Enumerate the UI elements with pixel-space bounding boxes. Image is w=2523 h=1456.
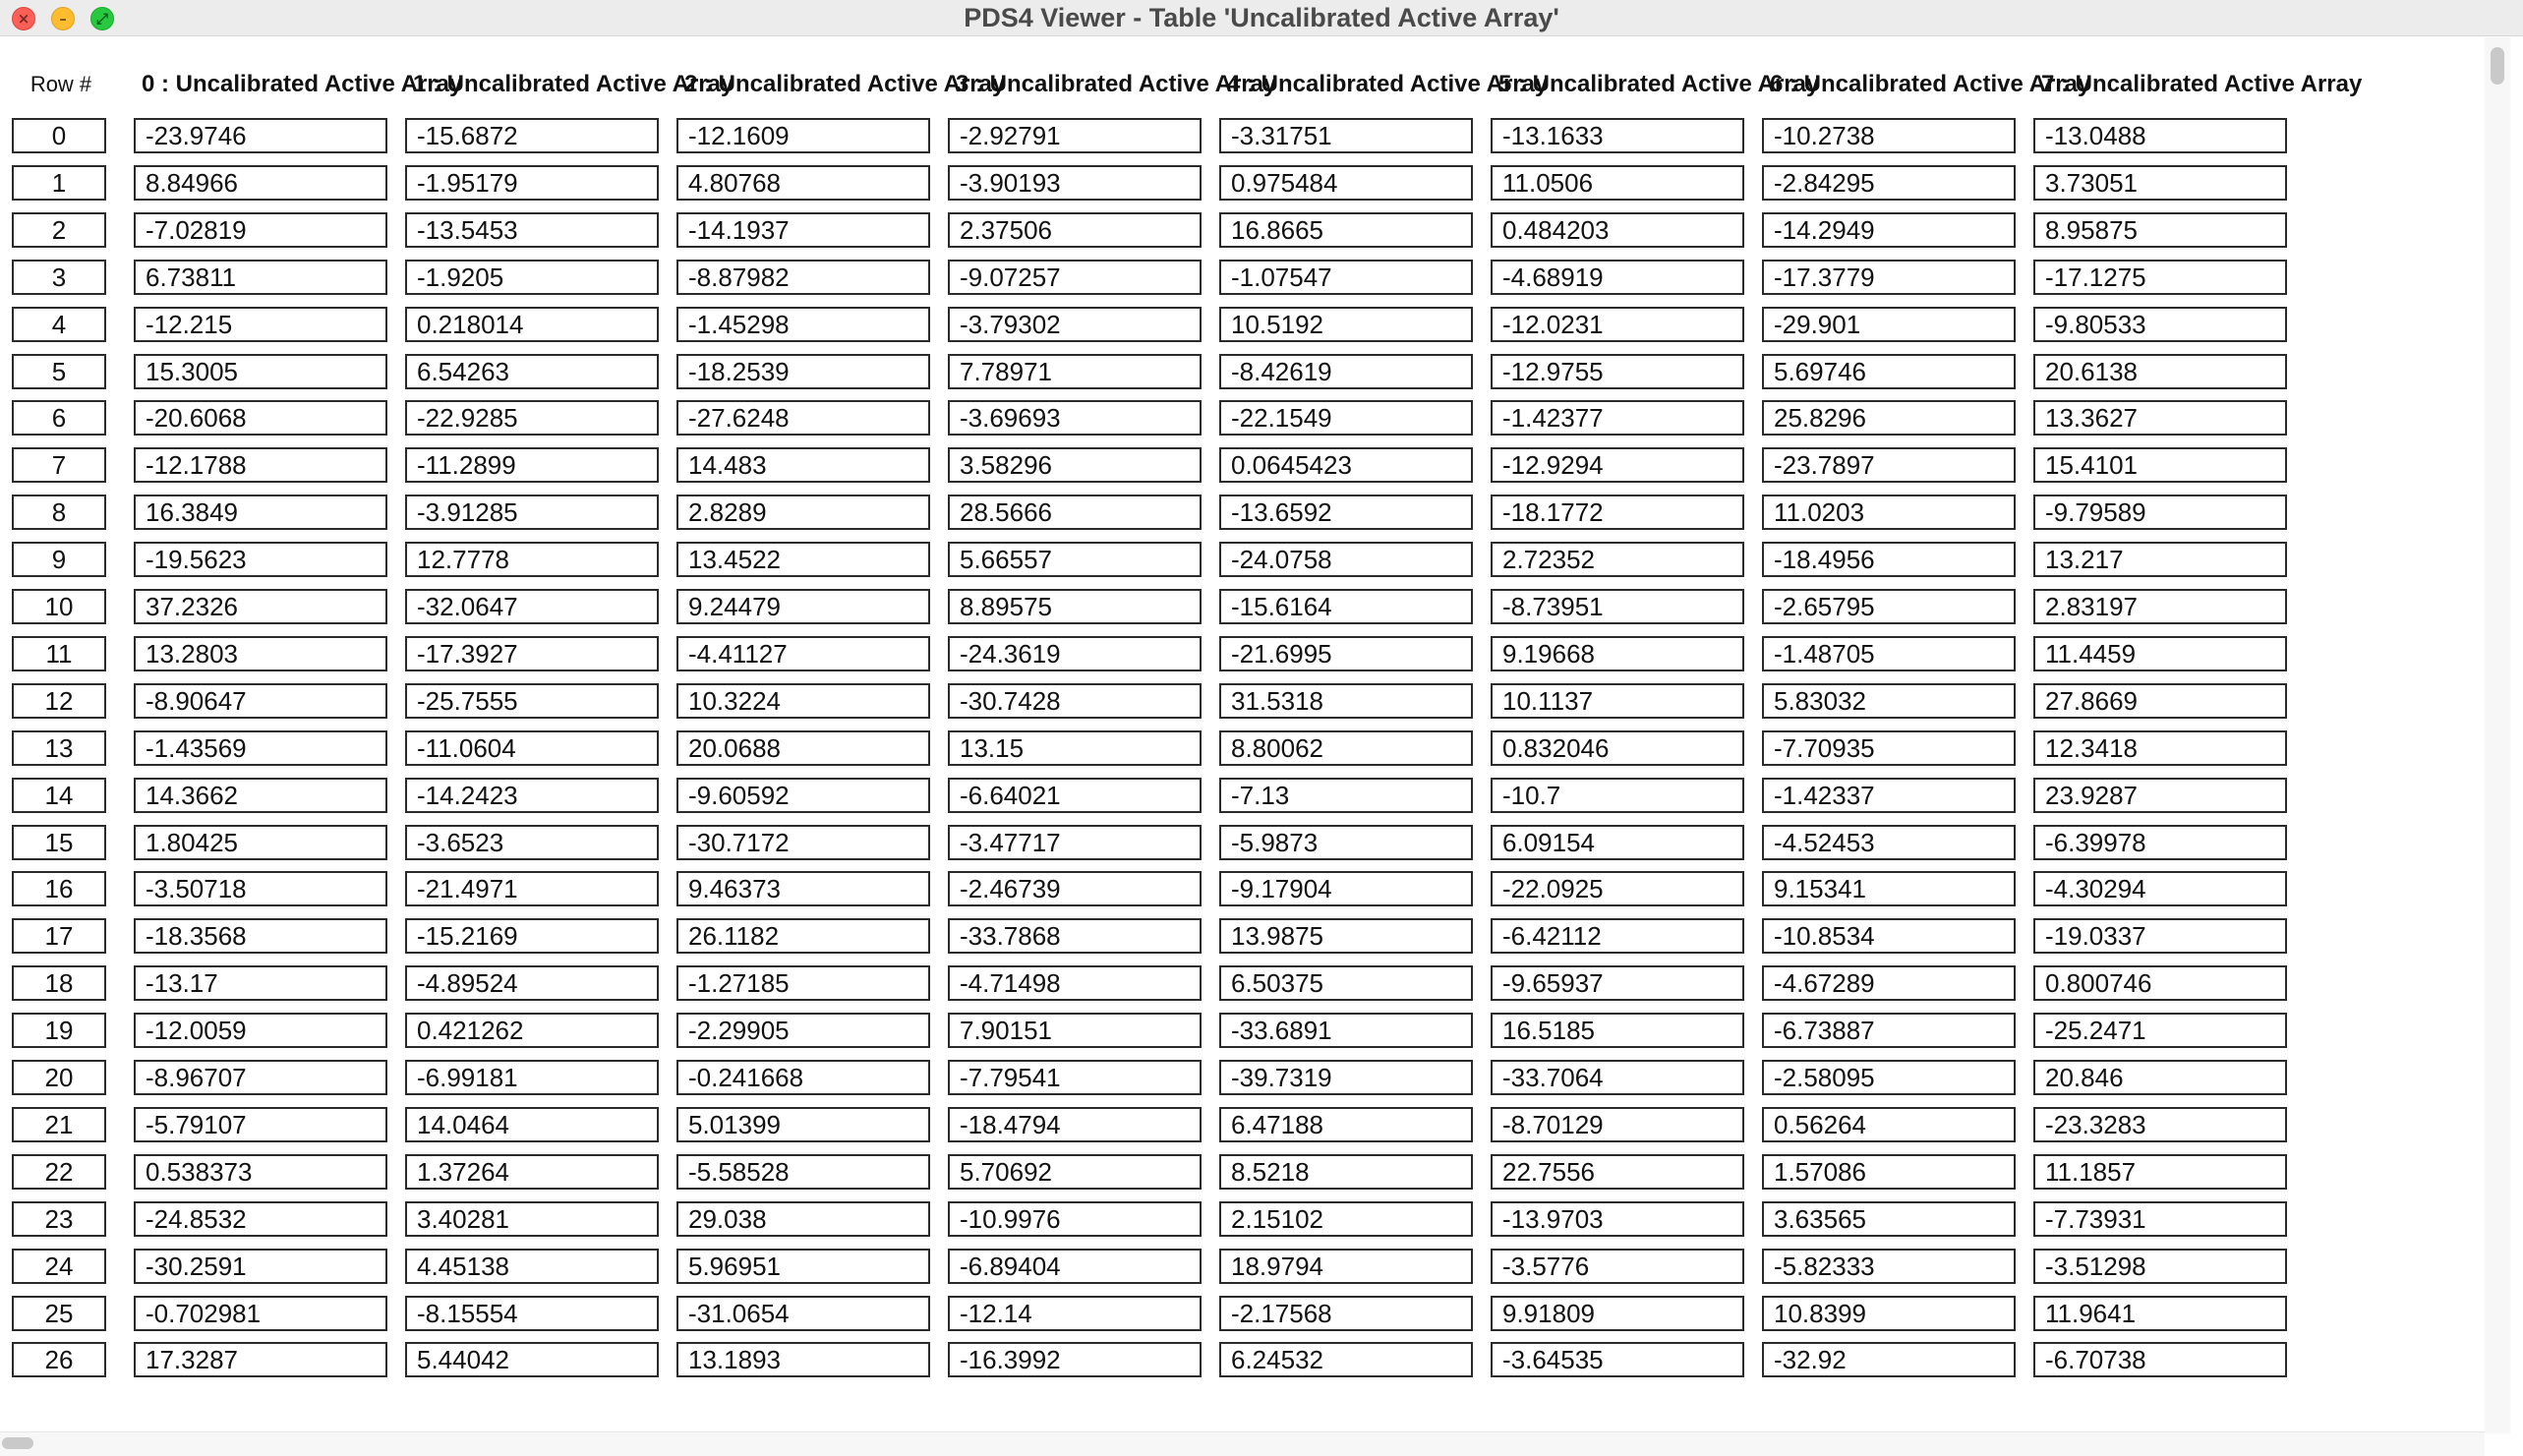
- table-cell[interactable]: 7.90151: [948, 1013, 1202, 1048]
- table-cell[interactable]: 0.832046: [1491, 730, 1744, 766]
- table-cell[interactable]: -12.14: [948, 1296, 1202, 1331]
- table-cell[interactable]: -4.71498: [948, 965, 1202, 1001]
- table-cell[interactable]: 11.4459: [2033, 636, 2287, 671]
- table-cell[interactable]: -23.7897: [1762, 447, 2016, 483]
- table-cell[interactable]: 8.80062: [1219, 730, 1473, 766]
- table-cell[interactable]: -18.4794: [948, 1107, 1202, 1142]
- table-cell[interactable]: 3.63565: [1762, 1201, 2016, 1237]
- table-cell[interactable]: 28.5666: [948, 495, 1202, 530]
- table-cell[interactable]: -2.46739: [948, 871, 1202, 906]
- table-cell[interactable]: 15.3005: [134, 354, 387, 389]
- table-cell[interactable]: -18.4956: [1762, 542, 2016, 577]
- row-number: 20: [12, 1060, 106, 1095]
- table-cell[interactable]: -12.9755: [1491, 354, 1744, 389]
- table-cell[interactable]: -4.89524: [405, 965, 659, 1001]
- table-cell[interactable]: 2.37506: [948, 212, 1202, 248]
- table-cell[interactable]: -1.95179: [405, 165, 659, 201]
- row-number: 8: [12, 495, 106, 530]
- column-header[interactable]: 5 : Uncalibrated Active Array: [1498, 71, 1820, 97]
- table-cell[interactable]: 29.038: [676, 1201, 930, 1237]
- table-cell[interactable]: -9.60592: [676, 778, 930, 813]
- table-cell[interactable]: -12.0059: [134, 1013, 387, 1048]
- table-cell[interactable]: -30.2591: [134, 1249, 387, 1284]
- table-cell[interactable]: -6.89404: [948, 1249, 1202, 1284]
- horizontal-scrollbar[interactable]: [0, 1431, 2485, 1456]
- table-cell[interactable]: -2.29905: [676, 1013, 930, 1048]
- table-cell[interactable]: -4.68919: [1491, 260, 1744, 295]
- table-cell[interactable]: -1.45298: [676, 307, 930, 342]
- table-cell[interactable]: 0.421262: [405, 1013, 659, 1048]
- column-header[interactable]: 0 : Uncalibrated Active Array: [142, 71, 463, 97]
- table-cell[interactable]: -13.5453: [405, 212, 659, 248]
- table-cell[interactable]: 14.3662: [134, 778, 387, 813]
- row-number-header: Row #: [29, 72, 92, 96]
- table-cell[interactable]: -23.3283: [2033, 1107, 2287, 1142]
- table-cell[interactable]: -25.2471: [2033, 1013, 2287, 1048]
- row-number: 6: [12, 400, 106, 436]
- table-cell[interactable]: -22.1549: [1219, 400, 1473, 436]
- table-cell[interactable]: -13.9703: [1491, 1201, 1744, 1237]
- table-cell[interactable]: -3.90193: [948, 165, 1202, 201]
- table-cell[interactable]: 14.0464: [405, 1107, 659, 1142]
- table-cell[interactable]: 16.5185: [1491, 1013, 1744, 1048]
- window-title: PDS4 Viewer - Table 'Uncalibrated Active Array': [964, 3, 1559, 32]
- row-number: 21: [12, 1107, 106, 1142]
- column-header[interactable]: 2 : Uncalibrated Active Array: [684, 71, 1006, 97]
- table-cell[interactable]: -30.7172: [676, 825, 930, 860]
- table-cell[interactable]: 9.46373: [676, 871, 930, 906]
- table-cell[interactable]: 5.44042: [405, 1342, 659, 1377]
- table-cell[interactable]: -18.2539: [676, 354, 930, 389]
- row-number: 0: [12, 118, 106, 153]
- table-cell[interactable]: -2.84295: [1762, 165, 2016, 201]
- table-cell[interactable]: -12.0231: [1491, 307, 1744, 342]
- table-cell[interactable]: -17.3779: [1762, 260, 2016, 295]
- table-cell[interactable]: -10.7: [1491, 778, 1744, 813]
- table-cell[interactable]: 1.57086: [1762, 1154, 2016, 1190]
- table-cell[interactable]: -6.42112: [1491, 918, 1744, 954]
- row-number: 2: [12, 212, 106, 248]
- table-cell[interactable]: 6.73811: [134, 260, 387, 295]
- table-cell[interactable]: 13.9875: [1219, 918, 1473, 954]
- table-cell[interactable]: -1.42377: [1491, 400, 1744, 436]
- table-cell[interactable]: -3.79302: [948, 307, 1202, 342]
- table-cell[interactable]: -8.73951: [1491, 589, 1744, 624]
- table-cell[interactable]: -1.27185: [676, 965, 930, 1001]
- table-cell[interactable]: 14.483: [676, 447, 930, 483]
- row-number: 1: [12, 165, 106, 201]
- table-cell[interactable]: -9.79589: [2033, 495, 2287, 530]
- table-cell[interactable]: -8.70129: [1491, 1107, 1744, 1142]
- table-cell[interactable]: -24.3619: [948, 636, 1202, 671]
- table-cell[interactable]: 2.8289: [676, 495, 930, 530]
- table-cell[interactable]: 12.3418: [2033, 730, 2287, 766]
- table-cell[interactable]: 11.0203: [1762, 495, 2016, 530]
- table-cell[interactable]: 6.47188: [1219, 1107, 1473, 1142]
- table-cell[interactable]: -21.6995: [1219, 636, 1473, 671]
- table-cell[interactable]: 8.89575: [948, 589, 1202, 624]
- table-cell[interactable]: -3.91285: [405, 495, 659, 530]
- table-cell[interactable]: -8.87982: [676, 260, 930, 295]
- table-cell[interactable]: -0.702981: [134, 1296, 387, 1331]
- row-number: 18: [12, 965, 106, 1001]
- table-cell[interactable]: 13.15: [948, 730, 1202, 766]
- table-cell[interactable]: -13.1633: [1491, 118, 1744, 153]
- row-number: 22: [12, 1154, 106, 1190]
- table-cell[interactable]: -20.6068: [134, 400, 387, 436]
- table-cell[interactable]: -19.0337: [2033, 918, 2287, 954]
- table-cell[interactable]: 2.15102: [1219, 1201, 1473, 1237]
- table-cell[interactable]: -5.79107: [134, 1107, 387, 1142]
- table-cell[interactable]: -3.6523: [405, 825, 659, 860]
- table-cell[interactable]: -4.41127: [676, 636, 930, 671]
- table-cell[interactable]: -5.58528: [676, 1154, 930, 1190]
- table-cell[interactable]: -10.2738: [1762, 118, 2016, 153]
- table-cell[interactable]: 8.84966: [134, 165, 387, 201]
- table-cell[interactable]: 3.73051: [2033, 165, 2287, 201]
- table-cell[interactable]: -3.31751: [1219, 118, 1473, 153]
- table-cell[interactable]: 23.9287: [2033, 778, 2287, 813]
- table-cell[interactable]: -3.5776: [1491, 1249, 1744, 1284]
- close-icon: ×: [17, 10, 30, 28]
- table-cell[interactable]: -0.241668: [676, 1060, 930, 1095]
- table-cell[interactable]: 0.56264: [1762, 1107, 2016, 1142]
- table-cell[interactable]: -6.70738: [2033, 1342, 2287, 1377]
- table-cell[interactable]: 20.0688: [676, 730, 930, 766]
- table-cell[interactable]: -1.42337: [1762, 778, 2016, 813]
- table-cell[interactable]: 9.91809: [1491, 1296, 1744, 1331]
- table-cell[interactable]: 31.5318: [1219, 683, 1473, 719]
- table-cell[interactable]: 0.538373: [134, 1154, 387, 1190]
- table-cell[interactable]: -32.0647: [405, 589, 659, 624]
- table-cell[interactable]: -12.1609: [676, 118, 930, 153]
- table-cell[interactable]: -4.30294: [2033, 871, 2287, 906]
- table-cell[interactable]: 6.50375: [1219, 965, 1473, 1001]
- table-cell[interactable]: -1.9205: [405, 260, 659, 295]
- table-cell[interactable]: -21.4971: [405, 871, 659, 906]
- table-cell[interactable]: 5.83032: [1762, 683, 2016, 719]
- table-cell[interactable]: -25.7555: [405, 683, 659, 719]
- column-header[interactable]: 1 : Uncalibrated Active Array: [413, 71, 734, 97]
- table-cell[interactable]: -19.5623: [134, 542, 387, 577]
- table-cell[interactable]: -13.0488: [2033, 118, 2287, 153]
- row-number: 26: [12, 1342, 106, 1377]
- table-cell[interactable]: -3.50718: [134, 871, 387, 906]
- table-cell[interactable]: 26.1182: [676, 918, 930, 954]
- table-cell[interactable]: -3.64535: [1491, 1342, 1744, 1377]
- table-cell[interactable]: 6.54263: [405, 354, 659, 389]
- table-cell[interactable]: -9.65937: [1491, 965, 1744, 1001]
- table-cell[interactable]: -24.8532: [134, 1201, 387, 1237]
- table-cell[interactable]: -7.73931: [2033, 1201, 2287, 1237]
- table-cell[interactable]: -15.2169: [405, 918, 659, 954]
- table-cell[interactable]: -13.6592: [1219, 495, 1473, 530]
- column-header[interactable]: 7 : Uncalibrated Active Array: [2041, 71, 2363, 97]
- row-number: 13: [12, 730, 106, 766]
- row-number: 25: [12, 1296, 106, 1331]
- maximize-icon: ⤢: [95, 10, 108, 28]
- table-cell[interactable]: 16.3849: [134, 495, 387, 530]
- table-cell[interactable]: 7.78971: [948, 354, 1202, 389]
- table-cell[interactable]: -7.70935: [1762, 730, 2016, 766]
- table-cell[interactable]: 13.4522: [676, 542, 930, 577]
- row-number: 10: [12, 589, 106, 624]
- table-cell[interactable]: -8.42619: [1219, 354, 1473, 389]
- table-cell[interactable]: 17.3287: [134, 1342, 387, 1377]
- table-cell[interactable]: -6.39978: [2033, 825, 2287, 860]
- table-cell[interactable]: 11.0506: [1491, 165, 1744, 201]
- table-cell[interactable]: -16.3992: [948, 1342, 1202, 1377]
- table-cell[interactable]: -3.47717: [948, 825, 1202, 860]
- table-cell[interactable]: -6.99181: [405, 1060, 659, 1095]
- table-cell[interactable]: 13.3627: [2033, 400, 2287, 436]
- minimize-icon: –: [59, 10, 67, 28]
- table-cell[interactable]: -8.90647: [134, 683, 387, 719]
- table-cell[interactable]: -9.07257: [948, 260, 1202, 295]
- table-cell[interactable]: -22.0925: [1491, 871, 1744, 906]
- table-cell[interactable]: 13.1893: [676, 1342, 930, 1377]
- table-cell[interactable]: -11.2899: [405, 447, 659, 483]
- table-cell[interactable]: -11.0604: [405, 730, 659, 766]
- column-header[interactable]: 6 : Uncalibrated Active Array: [1770, 71, 2091, 97]
- column-header[interactable]: 4 : Uncalibrated Active Array: [1227, 71, 1549, 97]
- table-cell[interactable]: -39.7319: [1219, 1060, 1473, 1095]
- row-number: 12: [12, 683, 106, 719]
- table-cell[interactable]: -8.96707: [134, 1060, 387, 1095]
- table-cell[interactable]: -17.1275: [2033, 260, 2287, 295]
- row-number: 24: [12, 1249, 106, 1284]
- table-cell[interactable]: -14.2949: [1762, 212, 2016, 248]
- table-cell[interactable]: 37.2326: [134, 589, 387, 624]
- table-cell[interactable]: 6.09154: [1491, 825, 1744, 860]
- table-cell[interactable]: 0.975484: [1219, 165, 1473, 201]
- table-cell[interactable]: 8.95875: [2033, 212, 2287, 248]
- table-cell[interactable]: -27.6248: [676, 400, 930, 436]
- table-cell[interactable]: -7.13: [1219, 778, 1473, 813]
- row-number: 23: [12, 1201, 106, 1237]
- table-cell[interactable]: -6.64021: [948, 778, 1202, 813]
- row-number: 17: [12, 918, 106, 954]
- table-cell[interactable]: -9.17904: [1219, 871, 1473, 906]
- table-cell[interactable]: -3.69693: [948, 400, 1202, 436]
- table-cell[interactable]: -23.9746: [134, 118, 387, 153]
- table-cell[interactable]: -31.0654: [676, 1296, 930, 1331]
- table-cell[interactable]: -12.9294: [1491, 447, 1744, 483]
- table-cell[interactable]: 3.40281: [405, 1201, 659, 1237]
- table-cell[interactable]: -14.1937: [676, 212, 930, 248]
- table-cell[interactable]: -7.79541: [948, 1060, 1202, 1095]
- table-cell[interactable]: 1.80425: [134, 825, 387, 860]
- row-number: 15: [12, 825, 106, 860]
- table-cell[interactable]: -4.52453: [1762, 825, 2016, 860]
- table-cell[interactable]: 15.4101: [2033, 447, 2287, 483]
- table-cell[interactable]: 10.3224: [676, 683, 930, 719]
- table-cell[interactable]: 18.9794: [1219, 1249, 1473, 1284]
- table-cell[interactable]: 25.8296: [1762, 400, 2016, 436]
- table-cell[interactable]: 0.800746: [2033, 965, 2287, 1001]
- table-cell[interactable]: -3.51298: [2033, 1249, 2287, 1284]
- table-cell[interactable]: -4.67289: [1762, 965, 2016, 1001]
- table-cell[interactable]: 16.8665: [1219, 212, 1473, 248]
- table-cell[interactable]: -15.6164: [1219, 589, 1473, 624]
- table-cell[interactable]: -22.9285: [405, 400, 659, 436]
- table-cell[interactable]: -7.02819: [134, 212, 387, 248]
- row-number: 11: [12, 636, 106, 671]
- column-header[interactable]: 3 : Uncalibrated Active Array: [956, 71, 1277, 97]
- table-cell[interactable]: -10.8534: [1762, 918, 2016, 954]
- table-cell[interactable]: 5.70692: [948, 1154, 1202, 1190]
- table-cell[interactable]: -13.17: [134, 965, 387, 1001]
- row-number: 7: [12, 447, 106, 483]
- vertical-scrollbar[interactable]: [2485, 37, 2510, 1433]
- table-cell[interactable]: 2.83197: [2033, 589, 2287, 624]
- table-cell[interactable]: -6.73887: [1762, 1013, 2016, 1048]
- row-number: 19: [12, 1013, 106, 1048]
- table-cell[interactable]: -1.48705: [1762, 636, 2016, 671]
- table-cell[interactable]: 0.218014: [405, 307, 659, 342]
- table-cell[interactable]: -18.1772: [1491, 495, 1744, 530]
- table-cell[interactable]: 22.7556: [1491, 1154, 1744, 1190]
- table-cell[interactable]: -5.9873: [1219, 825, 1473, 860]
- table-cell[interactable]: -5.82333: [1762, 1249, 2016, 1284]
- table-cell[interactable]: -33.6891: [1219, 1013, 1473, 1048]
- table-cell[interactable]: -30.7428: [948, 683, 1202, 719]
- table-cell[interactable]: 20.846: [2033, 1060, 2287, 1095]
- table-cell[interactable]: -29.901: [1762, 307, 2016, 342]
- table-cell[interactable]: -2.92791: [948, 118, 1202, 153]
- row-number: 4: [12, 307, 106, 342]
- table-cell[interactable]: 13.2803: [134, 636, 387, 671]
- table-cell[interactable]: -32.92: [1762, 1342, 2016, 1377]
- table-cell[interactable]: 1.37264: [405, 1154, 659, 1190]
- table-cell[interactable]: 12.7778: [405, 542, 659, 577]
- table-cell[interactable]: 13.217: [2033, 542, 2287, 577]
- row-number: 14: [12, 778, 106, 813]
- table-cell[interactable]: -18.3568: [134, 918, 387, 954]
- table-cell[interactable]: -33.7868: [948, 918, 1202, 954]
- table-cell[interactable]: -2.65795: [1762, 589, 2016, 624]
- table-cell[interactable]: -2.17568: [1219, 1296, 1473, 1331]
- table-cell[interactable]: 10.8399: [1762, 1296, 2016, 1331]
- table-cell[interactable]: -10.9976: [948, 1201, 1202, 1237]
- vertical-scrollbar-thumb[interactable]: [2491, 47, 2504, 85]
- table-cell[interactable]: -14.2423: [405, 778, 659, 813]
- table-cell[interactable]: 11.1857: [2033, 1154, 2287, 1190]
- table-cell[interactable]: -12.1788: [134, 447, 387, 483]
- table-cell[interactable]: 0.484203: [1491, 212, 1744, 248]
- table-cell[interactable]: -24.0758: [1219, 542, 1473, 577]
- table-cell[interactable]: 4.80768: [676, 165, 930, 201]
- table-cell[interactable]: 9.24479: [676, 589, 930, 624]
- table-cell[interactable]: 2.72352: [1491, 542, 1744, 577]
- table-cell[interactable]: 20.6138: [2033, 354, 2287, 389]
- row-number: 9: [12, 542, 106, 577]
- table-cell[interactable]: 5.69746: [1762, 354, 2016, 389]
- table-cell[interactable]: 3.58296: [948, 447, 1202, 483]
- table-cell[interactable]: 9.19668: [1491, 636, 1744, 671]
- horizontal-scrollbar-thumb[interactable]: [2, 1437, 33, 1449]
- title-bar: [0, 0, 2523, 36]
- table-cell[interactable]: 0.0645423: [1219, 447, 1473, 483]
- table-cell[interactable]: 10.1137: [1491, 683, 1744, 719]
- table-cell[interactable]: 11.9641: [2033, 1296, 2287, 1331]
- table-cell[interactable]: -1.43569: [134, 730, 387, 766]
- table-cell[interactable]: -8.15554: [405, 1296, 659, 1331]
- table-cell[interactable]: 9.15341: [1762, 871, 2016, 906]
- table-cell[interactable]: 6.24532: [1219, 1342, 1473, 1377]
- table-cell[interactable]: 8.5218: [1219, 1154, 1473, 1190]
- row-number: 16: [12, 871, 106, 906]
- table-cell[interactable]: 27.8669: [2033, 683, 2287, 719]
- table-cell[interactable]: 5.66557: [948, 542, 1202, 577]
- table-cell[interactable]: -2.58095: [1762, 1060, 2016, 1095]
- table-cell[interactable]: -17.3927: [405, 636, 659, 671]
- table-cell[interactable]: -12.215: [134, 307, 387, 342]
- table-cell[interactable]: 10.5192: [1219, 307, 1473, 342]
- table-cell[interactable]: -15.6872: [405, 118, 659, 153]
- table-cell[interactable]: 4.45138: [405, 1249, 659, 1284]
- table-cell[interactable]: 5.01399: [676, 1107, 930, 1142]
- row-number: 5: [12, 354, 106, 389]
- table-cell[interactable]: 5.96951: [676, 1249, 930, 1284]
- table-cell[interactable]: -9.80533: [2033, 307, 2287, 342]
- table-cell[interactable]: -33.7064: [1491, 1060, 1744, 1095]
- table-cell[interactable]: -1.07547: [1219, 260, 1473, 295]
- row-number: 3: [12, 260, 106, 295]
